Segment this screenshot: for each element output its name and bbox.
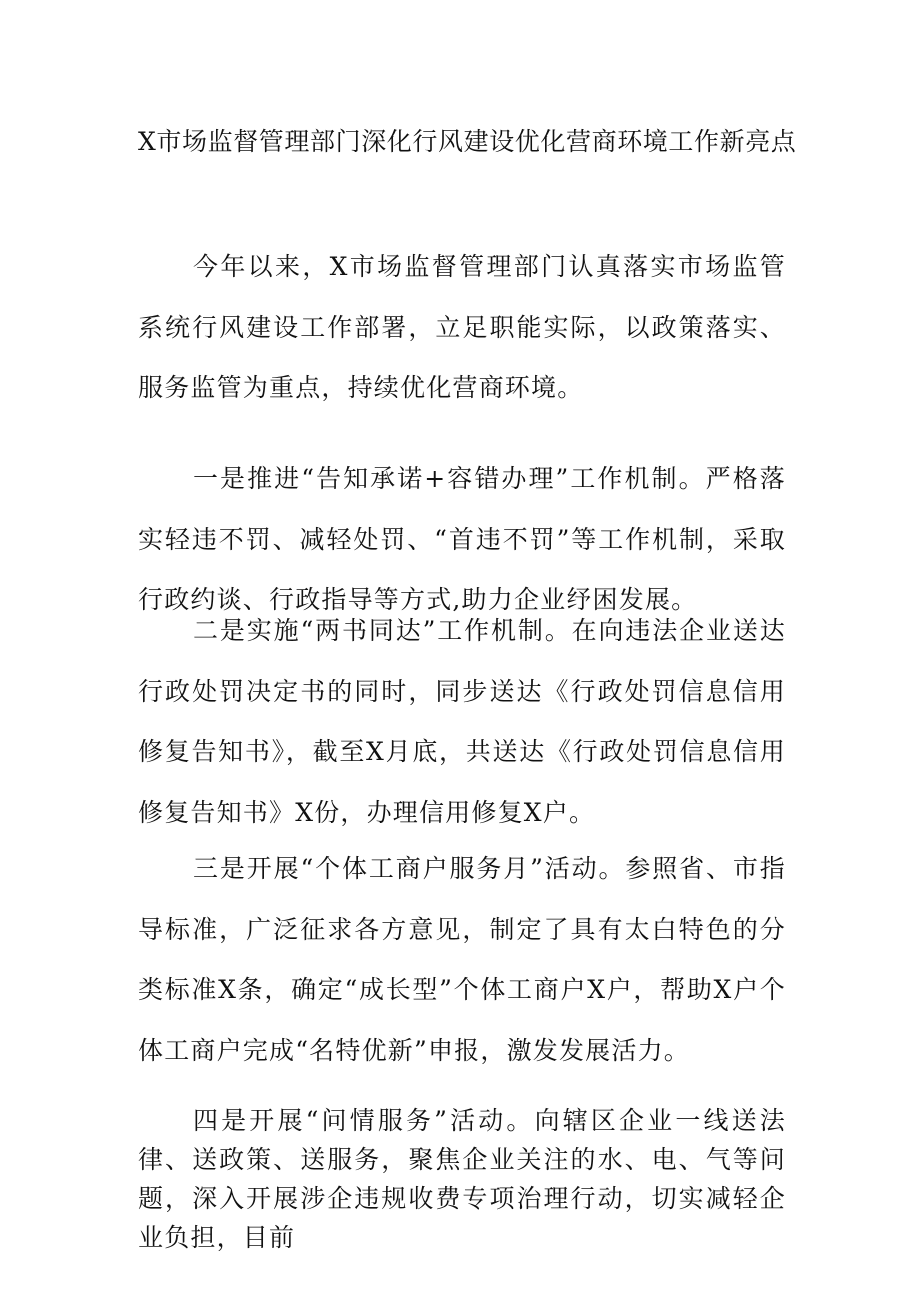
paragraph-item-4: 四是开展“问情服务”活动。向辖区企业一线送法律、送政策、送服务，聚焦企业关注的水、电、气等问题，深入开展涉企违规收费专项治理行动，切实减轻企业负担，目前 [138,1106,786,1252]
document-title: X市场监督管理部门深化行风建设优化营商环境工作新亮点 [138,127,797,156]
paragraph-item-2: 二是实施“两书同达”工作机制。在向违法企业送达行政处罚决定书的同时，同步送达《行政处罚信息信用修复告知书》，截至X月底，共送达《行政处罚信息信用修复告知书》X份，办理信用修复X户。 [138,616,786,827]
paragraph-item-3: 三是开展“个体工商户服务月”活动。参照省、市指导标准，广泛征求各方意见，制定了具有太白特色的分类标准X条，确定“成长型”个体工商户X户，帮助X户个体工商户完成“名特优新”申报，激发发展活力。 [138,854,786,1065]
paragraph-intro: 今年以来，X市场监督管理部门认真落实市场监管系统行风建设工作部署，立足职能实际，以政策落实、服务监管为重点，持续优化营商环境。 [138,252,786,402]
paragraph-item-1: 一是推进“告知承诺+容错办理”工作机制。严格落实轻违不罚、减轻处罚、“首违不罚”等工作机制，采取行政约谈、行政指导等方式,助力企业纾困发展。 [138,464,786,614]
